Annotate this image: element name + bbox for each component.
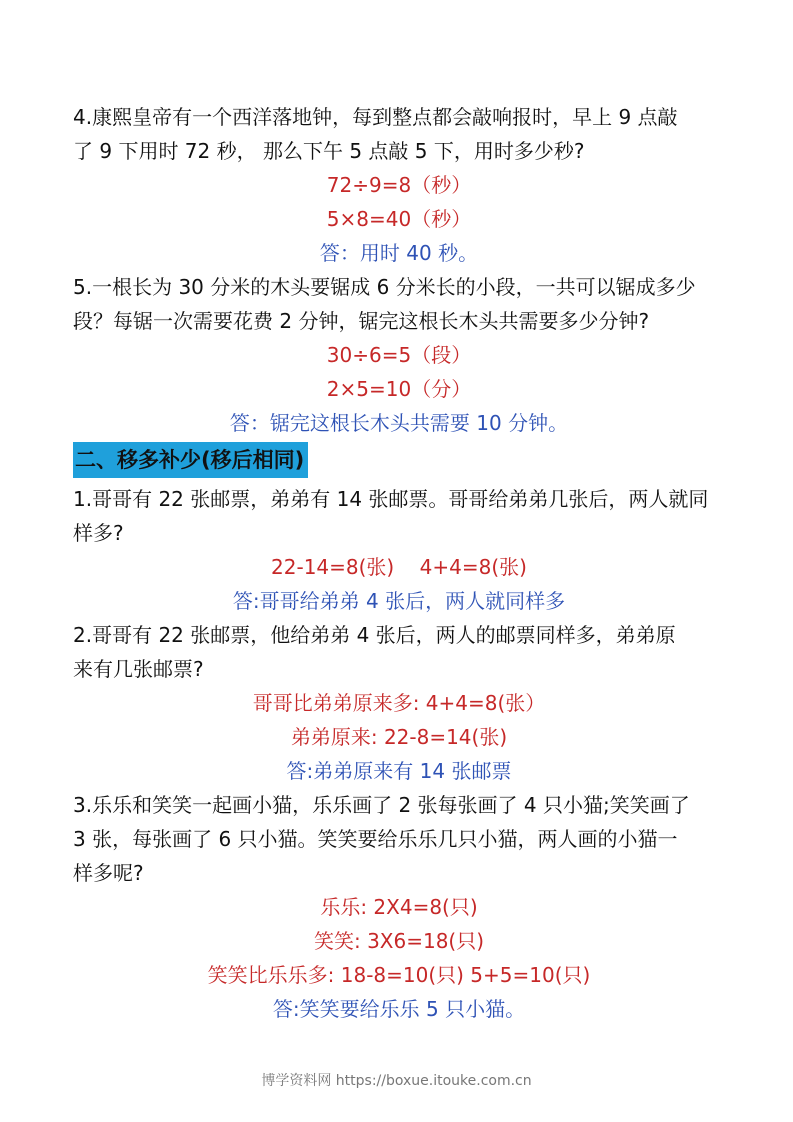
s2-problem-3-line-1: 3.乐乐和笑笑一起画小猫，乐乐画了 2 张每张画了 4 只小猫;笑笑画了 [73, 793, 690, 817]
section-2-problem-2 [73, 618, 725, 788]
problem-5-answer: 答：锯完这根长木头共需要 10 分钟。 [229, 411, 569, 435]
problem-5-solution-2: 2×5=10（分） [326, 377, 472, 401]
s2-problem-3-solution-3: 笑笑比乐乐多: 18-8=10(只) 5+5=10(只) [207, 963, 591, 987]
s2-problem-2-line-1: 2.哥哥有 22 张邮票，他给弟弟 4 张后，两人的邮票同样多，弟弟原 [73, 623, 676, 647]
s2-problem-3-solution-2: 笑笑: 3X6=18(只) [313, 929, 485, 953]
document-content [73, 100, 725, 1026]
problem-4-solution-1: 72÷9=8（秒） [326, 173, 472, 197]
s2-problem-2-solution-2: 弟弟原来: 22-8=14(张) [290, 725, 508, 749]
s2-problem-1-line-1: 1.哥哥有 22 张邮票，弟弟有 14 张邮票。哥哥给弟弟几张后，两人就同 [73, 487, 709, 511]
problem-4-line-2: 了 9 下用时 72 秒， 那么下午 5 点敲 5 下，用时多少秒? [73, 139, 585, 163]
problem-5-line-1: 5.一根长为 30 分米的木头要锯成 6 分米长的小段，一共可以锯成多少 [73, 275, 696, 299]
s2-problem-3-solution-1: 乐乐: 2X4=8(只) [320, 895, 478, 919]
problem-4 [73, 100, 725, 270]
problem-5-line-2: 段？每锯一次需要花费 2 分钟，锯完这根长木头共需要多少分钟? [73, 309, 650, 333]
s2-problem-1-solution: 22-14=8(张) 4+4=8(张) [271, 555, 527, 579]
problem-4-answer: 答：用时 40 秒。 [319, 241, 479, 265]
s2-problem-2-answer: 答:弟弟原来有 14 张邮票 [286, 759, 512, 783]
section-2-problem-1 [73, 482, 725, 618]
s2-problem-1-line-2: 样多? [73, 521, 124, 545]
problem-5-solution-1: 30÷6=5（段） [326, 343, 472, 367]
s2-problem-1-answer: 答:哥哥给弟弟 4 张后，两人就同样多 [232, 589, 566, 613]
section-2-header [73, 442, 725, 480]
s2-problem-2-line-2: 来有几张邮票? [73, 657, 204, 681]
s2-problem-3-line-3: 样多呢? [73, 861, 144, 885]
s2-problem-2-solution-1: 哥哥比弟弟原来多: 4+4=8(张） [252, 691, 546, 715]
section-2-title: 二、移多补少(移后相同) [73, 442, 308, 478]
problem-5 [73, 270, 725, 440]
s2-problem-3-line-2: 3 张，每张画了 6 只小猫。笑笑要给乐乐几只小猫，两人画的小猫一 [73, 827, 678, 851]
problem-4-solution-2: 5×8=40（秒） [326, 207, 472, 231]
problem-4-line-1: 4.康熙皇帝有一个西洋落地钟，每到整点都会敲响报时，早上 9 点敲 [73, 105, 678, 129]
footer-watermark: 博学资料网 https://boxue.itouke.com.cn [261, 1073, 532, 1089]
section-2-problem-3 [73, 788, 725, 1026]
s2-problem-3-answer: 答:笑笑要给乐乐 5 只小猫。 [272, 997, 526, 1021]
